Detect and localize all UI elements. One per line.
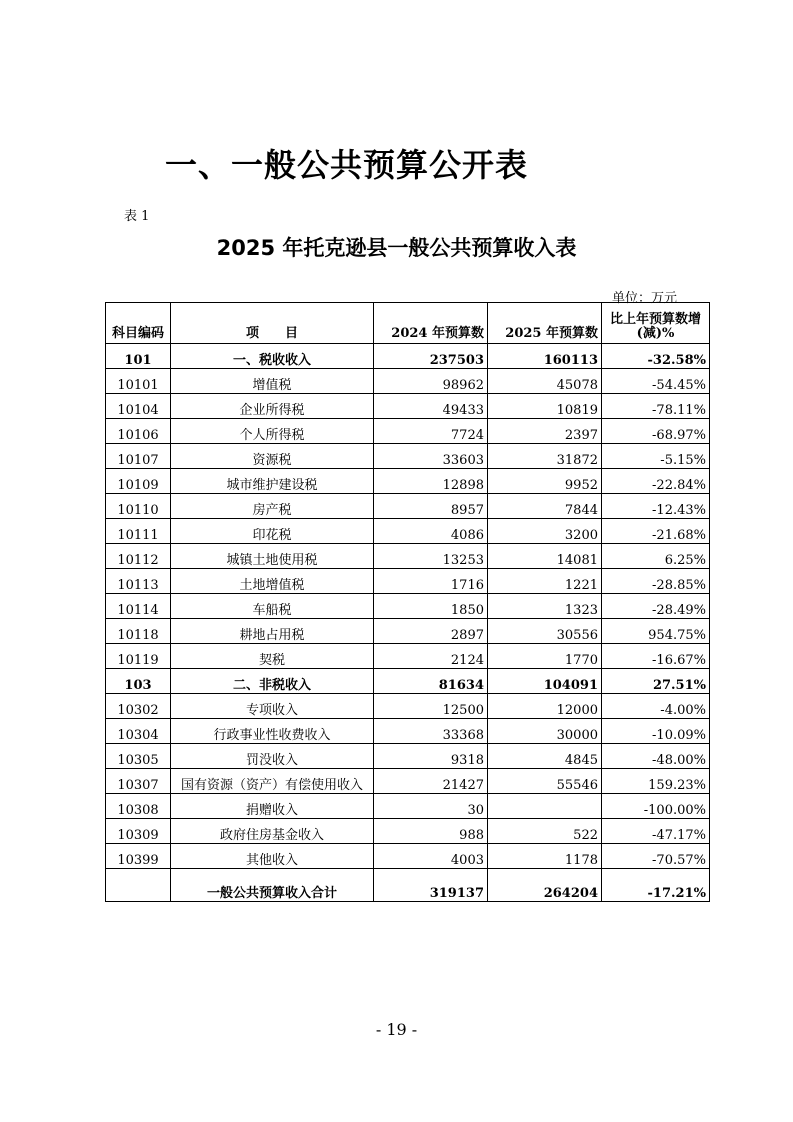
cell-item: 其他收入	[171, 844, 374, 869]
table-title: 2025 年托克逊县一般公共预算收入表	[216, 236, 577, 260]
cell-item: 城镇土地使用税	[171, 544, 374, 569]
table-row	[106, 819, 710, 844]
cell-item: 罚没收入	[171, 744, 374, 769]
cell-code: 10114	[106, 594, 171, 619]
cell-code: 10113	[106, 569, 171, 594]
cell-budget-2025: 4845	[488, 744, 602, 769]
cell-budget-2024: 33603	[374, 444, 488, 469]
cell-item: 个人所得税	[171, 419, 374, 444]
total-row	[106, 869, 710, 902]
cell-change: 6.25%	[602, 544, 710, 569]
cell-budget-2025: 2397	[488, 419, 602, 444]
cell-item: 国有资源（资产）有偿使用收入	[171, 769, 374, 794]
total-change: -17.21%	[602, 869, 710, 902]
table-row	[106, 344, 710, 369]
cell-code: 103	[106, 669, 171, 694]
cell-budget-2024: 49433	[374, 394, 488, 419]
cell-budget-2025: 160113	[488, 344, 602, 369]
cell-budget-2025: 45078	[488, 369, 602, 394]
cell-code: 10101	[106, 369, 171, 394]
cell-budget-2025: 1323	[488, 594, 602, 619]
total-code	[106, 869, 171, 902]
cell-budget-2025	[488, 794, 602, 819]
cell-item: 增值税	[171, 369, 374, 394]
table-row	[106, 669, 710, 694]
cell-code: 10308	[106, 794, 171, 819]
cell-budget-2025: 30556	[488, 619, 602, 644]
cell-change: -12.43%	[602, 494, 710, 519]
cell-code: 10106	[106, 419, 171, 444]
cell-item: 房产税	[171, 494, 374, 519]
cell-budget-2024: 81634	[374, 669, 488, 694]
cell-budget-2024: 8957	[374, 494, 488, 519]
total-item: 一般公共预算收入合计	[171, 869, 374, 902]
header-budget-2025: 2025 年预算数	[488, 303, 602, 344]
section-title: 一、一般公共预算公开表	[165, 146, 529, 184]
cell-item: 城市维护建设税	[171, 469, 374, 494]
cell-code: 101	[106, 344, 171, 369]
cell-item: 资源税	[171, 444, 374, 469]
cell-budget-2024: 98962	[374, 369, 488, 394]
table-row	[106, 519, 710, 544]
cell-change: -5.15%	[602, 444, 710, 469]
cell-budget-2024: 988	[374, 819, 488, 844]
cell-change: -28.49%	[602, 594, 710, 619]
cell-budget-2024: 13253	[374, 544, 488, 569]
unit-label: 单位：万元	[612, 291, 678, 306]
cell-item: 行政事业性收费收入	[171, 719, 374, 744]
table-row	[106, 469, 710, 494]
cell-change: 954.75%	[602, 619, 710, 644]
cell-budget-2025: 14081	[488, 544, 602, 569]
table-row	[106, 794, 710, 819]
table-row	[106, 444, 710, 469]
cell-budget-2025: 12000	[488, 694, 602, 719]
cell-change: -68.97%	[602, 419, 710, 444]
cell-code: 10107	[106, 444, 171, 469]
cell-code: 10307	[106, 769, 171, 794]
table-row	[106, 719, 710, 744]
cell-budget-2024: 30	[374, 794, 488, 819]
cell-item: 土地增值税	[171, 569, 374, 594]
cell-budget-2024: 2124	[374, 644, 488, 669]
cell-item: 耕地占用税	[171, 619, 374, 644]
table-row	[106, 419, 710, 444]
cell-change: -21.68%	[602, 519, 710, 544]
cell-code: 10309	[106, 819, 171, 844]
cell-item: 企业所得税	[171, 394, 374, 419]
header-change: 比上年预算数增(减)%	[602, 303, 710, 344]
cell-change: -70.57%	[602, 844, 710, 869]
cell-code: 10111	[106, 519, 171, 544]
cell-budget-2024: 33368	[374, 719, 488, 744]
cell-budget-2024: 7724	[374, 419, 488, 444]
table-row	[106, 619, 710, 644]
cell-change: -100.00%	[602, 794, 710, 819]
cell-change: -32.58%	[602, 344, 710, 369]
cell-item: 印花税	[171, 519, 374, 544]
table-row	[106, 644, 710, 669]
table-row	[106, 769, 710, 794]
cell-code: 10305	[106, 744, 171, 769]
cell-budget-2024: 237503	[374, 344, 488, 369]
cell-change: -48.00%	[602, 744, 710, 769]
cell-change: -28.85%	[602, 569, 710, 594]
cell-budget-2025: 1178	[488, 844, 602, 869]
cell-budget-2025: 104091	[488, 669, 602, 694]
cell-budget-2024: 4003	[374, 844, 488, 869]
total-budget-2025: 264204	[488, 869, 602, 902]
cell-budget-2025: 522	[488, 819, 602, 844]
cell-change: -47.17%	[602, 819, 710, 844]
table-header-row	[106, 303, 710, 344]
cell-item: 车船税	[171, 594, 374, 619]
cell-item: 一、税收收入	[171, 344, 374, 369]
cell-change: -4.00%	[602, 694, 710, 719]
cell-budget-2025: 9952	[488, 469, 602, 494]
total-budget-2024: 319137	[374, 869, 488, 902]
table-number: 表 1	[124, 209, 150, 224]
cell-code: 10104	[106, 394, 171, 419]
header-item: 项 目	[171, 303, 374, 344]
cell-code: 10399	[106, 844, 171, 869]
budget-income-table	[105, 302, 710, 902]
cell-change: 159.23%	[602, 769, 710, 794]
cell-budget-2025: 1221	[488, 569, 602, 594]
table-row	[106, 369, 710, 394]
cell-change: -54.45%	[602, 369, 710, 394]
cell-budget-2024: 12898	[374, 469, 488, 494]
cell-budget-2024: 21427	[374, 769, 488, 794]
cell-item: 契税	[171, 644, 374, 669]
cell-budget-2025: 3200	[488, 519, 602, 544]
cell-budget-2024: 2897	[374, 619, 488, 644]
cell-code: 10118	[106, 619, 171, 644]
header-code: 科目编码	[106, 303, 171, 344]
cell-code: 10109	[106, 469, 171, 494]
cell-budget-2025: 7844	[488, 494, 602, 519]
table-row	[106, 494, 710, 519]
cell-item: 政府住房基金收入	[171, 819, 374, 844]
cell-code: 10110	[106, 494, 171, 519]
cell-budget-2025: 31872	[488, 444, 602, 469]
cell-code: 10112	[106, 544, 171, 569]
cell-item: 二、非税收入	[171, 669, 374, 694]
page-number: - 19 -	[375, 1020, 418, 1039]
cell-item: 专项收入	[171, 694, 374, 719]
cell-change: -10.09%	[602, 719, 710, 744]
cell-budget-2024: 1716	[374, 569, 488, 594]
cell-item: 捐赠收入	[171, 794, 374, 819]
cell-budget-2025: 10819	[488, 394, 602, 419]
table-body	[106, 344, 710, 869]
header-budget-2024: 2024 年预算数	[374, 303, 488, 344]
cell-budget-2024: 4086	[374, 519, 488, 544]
cell-budget-2025: 55546	[488, 769, 602, 794]
cell-code: 10119	[106, 644, 171, 669]
table-row	[106, 394, 710, 419]
cell-code: 10304	[106, 719, 171, 744]
cell-budget-2024: 12500	[374, 694, 488, 719]
table-row	[106, 569, 710, 594]
cell-change: -78.11%	[602, 394, 710, 419]
cell-change: -22.84%	[602, 469, 710, 494]
cell-change: -16.67%	[602, 644, 710, 669]
cell-code: 10302	[106, 694, 171, 719]
table-row	[106, 694, 710, 719]
cell-budget-2024: 1850	[374, 594, 488, 619]
table-row	[106, 594, 710, 619]
cell-budget-2025: 1770	[488, 644, 602, 669]
table-row	[106, 844, 710, 869]
cell-change: 27.51%	[602, 669, 710, 694]
table-row	[106, 544, 710, 569]
cell-budget-2024: 9318	[374, 744, 488, 769]
cell-budget-2025: 30000	[488, 719, 602, 744]
table-row	[106, 744, 710, 769]
